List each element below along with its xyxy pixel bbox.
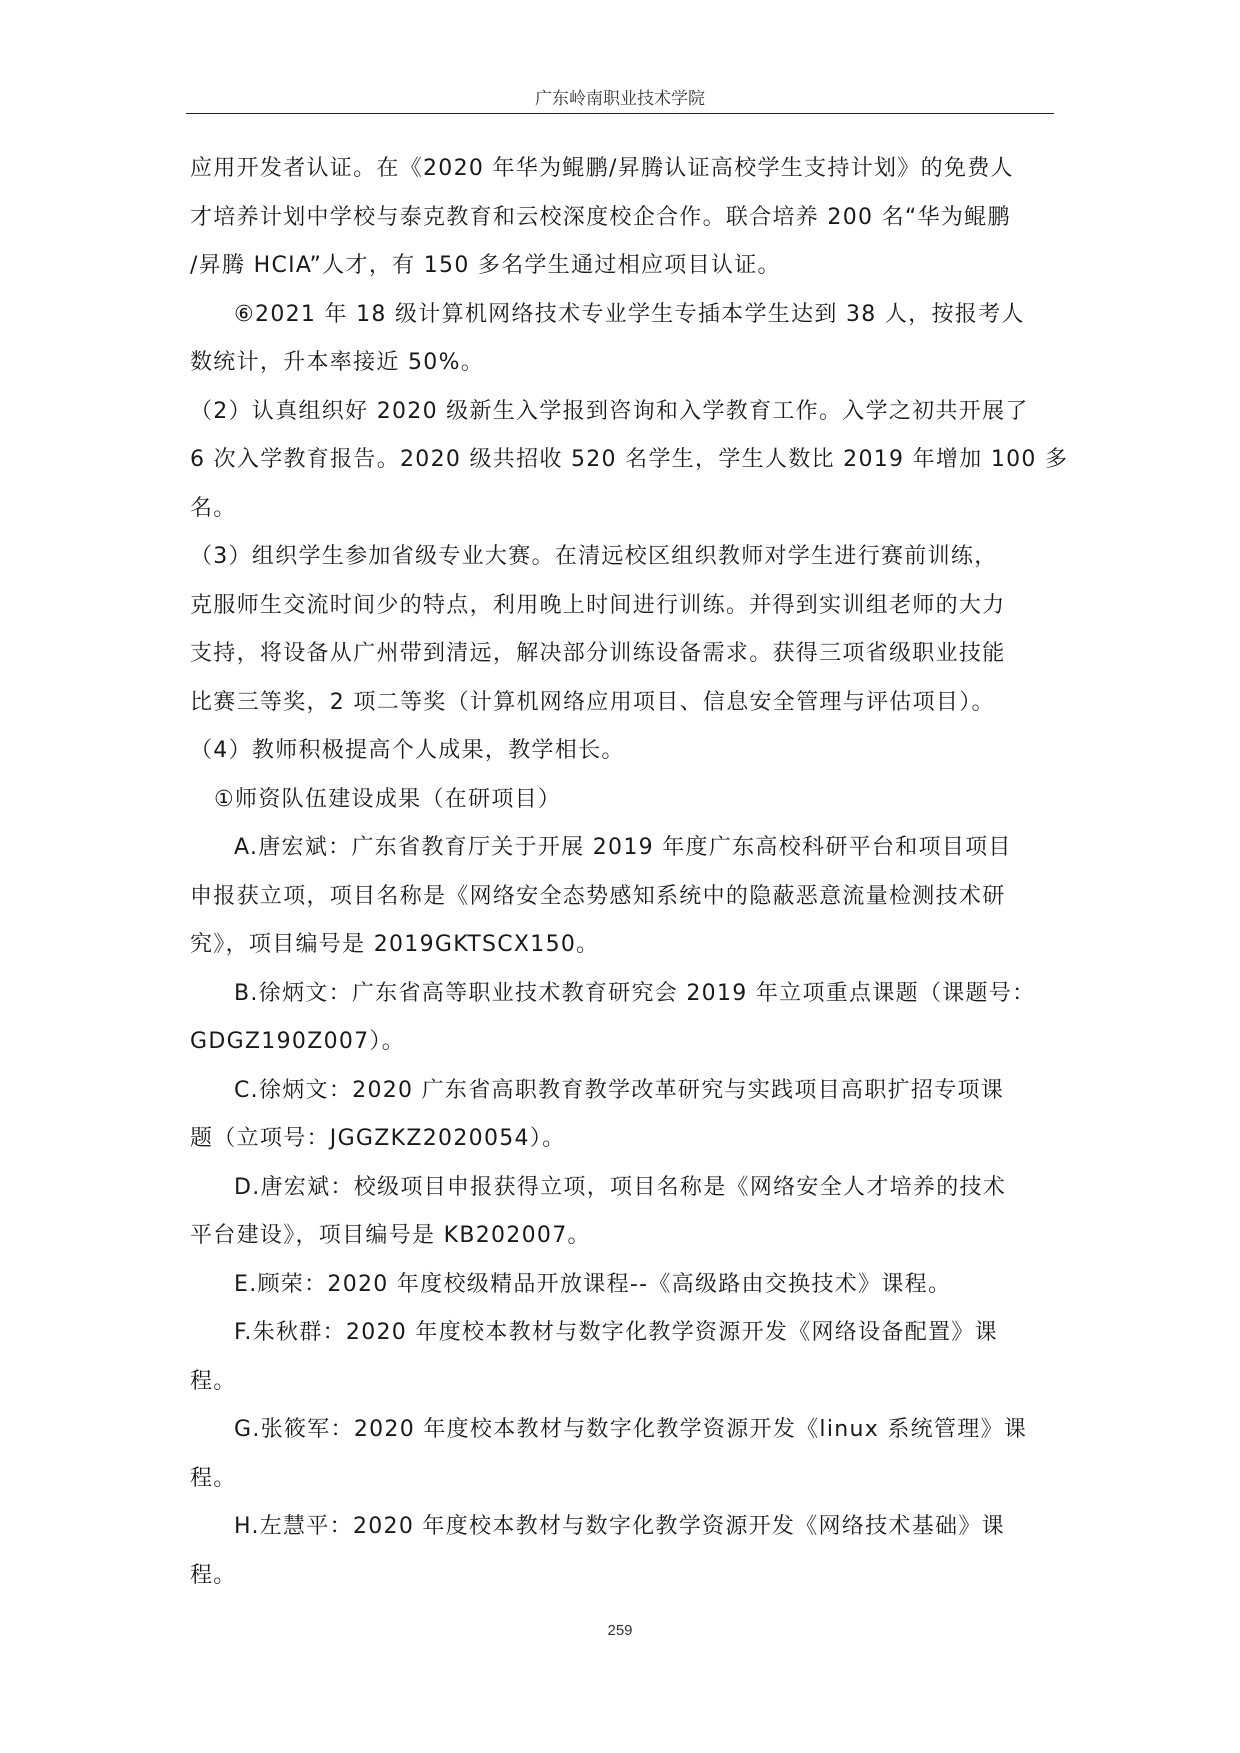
body-line: 名。 <box>190 495 237 521</box>
body-line: H.左慧平：2020 年度校本教材与数字化教学资源开发《网络技术基础》课 <box>234 1514 1005 1539</box>
body-line: G.张筱军：2020 年度校本教材与数字化教学资源开发《linux 系统管理》课 <box>234 1417 1028 1442</box>
body-line: GDGZ190Z007）。 <box>190 1029 406 1054</box>
body-line: 数统计，升本率接近 50%。 <box>190 350 485 375</box>
body-line: 究》，项目编号是 2019GKTSCX150。 <box>190 932 600 957</box>
body-line: （4）教师积极提高个人成果，教学相长。 <box>190 738 625 763</box>
page-header-title: 广东岭南职业技术学院 <box>535 89 705 109</box>
body-line: （2）认真组织好 2020 级新生入学报到咨询和入学教育工作。入学之初共开展了 <box>190 398 1029 424</box>
body-line: 申报获立项，项目名称是《网络安全态势感知系统中的隐蔽恶意流量检测技术研 <box>190 883 1006 909</box>
body-line: 6 次入学教育报告。2020 级共招收 520 名学生，学生人数比 2019 年增加 100 多 <box>190 447 1069 472</box>
body-line: D.唐宏斌：校级项目申报获得立项，项目名称是《网络安全人才培养的技术 <box>234 1174 1007 1200</box>
body-line: 应用开发者认证。在《2020 年华为鲲鹏/昇腾认证高校学生支持计划》的免费人 <box>190 156 1014 181</box>
body-line: /昇腾 HCIA”人才，有 150 多名学生通过相应项目认证。 <box>190 253 781 278</box>
body-line: F.朱秋群：2020 年度校本教材与数字化教学资源开发《网络设备配置》课 <box>234 1320 998 1345</box>
document-body <box>190 145 1070 1600</box>
body-line: B.徐炳文：广东省高等职业技术教育研究会 2019 年立项重点课题（课题号： <box>234 980 1036 1006</box>
page-number: 259 <box>607 1622 633 1639</box>
body-line: 平台建设》，项目编号是 KB202007。 <box>190 1223 591 1248</box>
body-line: 比赛三等奖，2 项二等奖（计算机网络应用项目、信息安全管理与评估项目）。 <box>190 689 995 715</box>
body-line: A.唐宏斌：广东省教育厅关于开展 2019 年度广东高校科研平台和项目项目 <box>234 835 1012 860</box>
body-line: ①师资队伍建设成果（在研项目） <box>214 786 562 812</box>
header-divider <box>186 113 1054 114</box>
body-line: 支持，将设备从广州带到清远，解决部分训练设备需求。获得三项省级职业技能 <box>190 641 1006 666</box>
body-line: 程。 <box>190 1465 237 1491</box>
body-line: 程。 <box>190 1562 237 1588</box>
body-line: ⑥2021 年 18 级计算机网络技术专业学生专插本学生达到 38 人，按报考人 <box>234 301 1025 327</box>
body-line: 题（立项号：JGGZKZ2020054）。 <box>190 1126 566 1151</box>
body-line: 才培养计划中学校与泰克教育和云校深度校企合作。联合培养 200 名“华为鲲鹏 <box>190 204 1011 230</box>
body-line: C.徐炳文：2020 广东省高职教育教学改革研究与实践项目高职扩招专项课 <box>234 1077 1005 1103</box>
body-line: 克服师生交流时间少的特点，利用晚上时间进行训练。并得到实训组老师的大力 <box>190 592 1006 618</box>
body-line: E.顾荣：2020 年度校级精品开放课程--《高级路由交换技术》课程。 <box>234 1271 952 1297</box>
body-line: 程。 <box>190 1368 237 1394</box>
body-line: （3）组织学生参加省级专业大赛。在清远校区组织教师对学生进行赛前训练， <box>190 544 998 569</box>
